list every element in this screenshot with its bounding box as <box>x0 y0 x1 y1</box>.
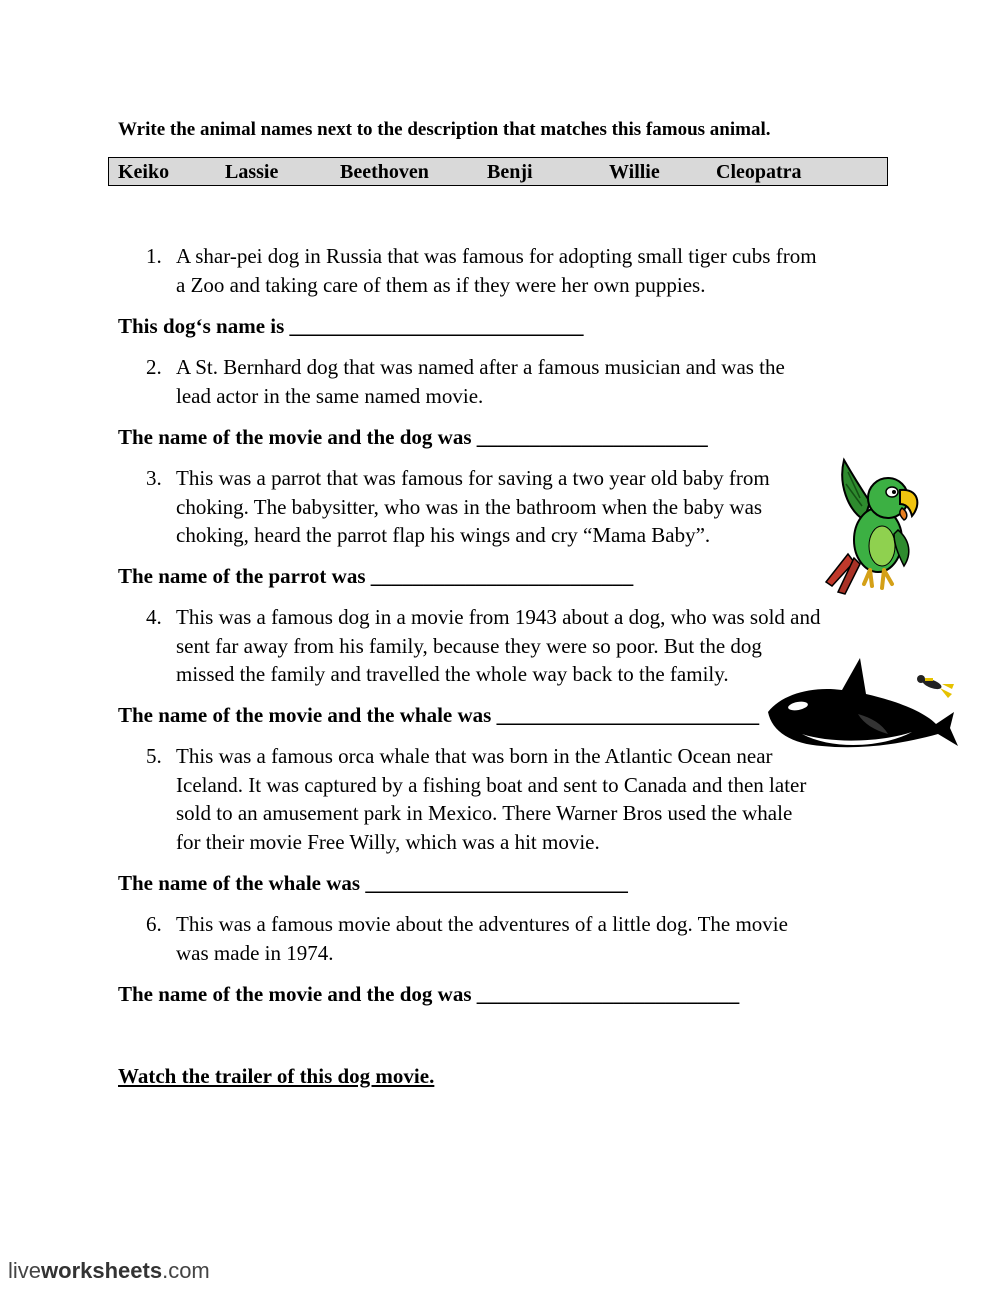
answer-blank[interactable]: ____________________________ <box>289 314 584 338</box>
answer-blank[interactable]: ______________________ <box>476 425 708 449</box>
name-bank-item: Beethoven <box>340 161 429 183</box>
answer-blank[interactable]: _________________________ <box>496 703 760 727</box>
question-line: missed the family and travelled the whole way back to the family. <box>176 662 729 686</box>
brand-bold-text: worksheets <box>41 1258 163 1283</box>
name-bank-item: Benji <box>487 161 533 183</box>
question-line: choking, heard the parrot flap his wings and cry “Mama Baby”. <box>176 523 711 547</box>
question-line: This was a famous dog in a movie from 1943 about a dog, who was sold and <box>176 605 821 629</box>
answer-line-4 <box>118 703 759 728</box>
question-line: sent far away from his family, because they were so poor. But the dog <box>176 633 762 658</box>
question-number: 6. <box>146 912 162 936</box>
question-line: for their movie Free Willy, which was a hit movie. <box>176 829 600 854</box>
question-line: This was a famous movie about the adventures of a little dog. The movie <box>176 912 788 936</box>
instruction-text: Write the animal names next to the description that matches this famous animal. <box>118 119 771 140</box>
question-line: This was a parrot that was famous for saving a two year old baby from <box>176 466 770 490</box>
name-bank <box>108 157 888 186</box>
question-line: This was a famous orca whale that was born in the Atlantic Ocean near <box>176 744 773 768</box>
name-bank-item: Cleopatra <box>716 161 802 183</box>
name-bank-item: Lassie <box>225 161 279 183</box>
orca-illustration <box>762 654 962 754</box>
question-line: lead actor in the same named movie. <box>176 383 484 408</box>
answer-prompt: The name of the parrot was <box>118 564 366 588</box>
answer-line-2 <box>118 425 708 450</box>
diver-icon <box>917 675 954 698</box>
trailer-link[interactable]: Watch the trailer of this dog movie. <box>118 1064 435 1088</box>
answer-prompt: The name of the movie and the dog was <box>118 982 472 1006</box>
question-number: 3. <box>146 466 162 490</box>
name-bank-item: Keiko <box>118 161 170 183</box>
answer-line-1 <box>118 314 584 339</box>
question-line: A shar-pei dog in Russia that was famous for adopting small tiger cubs from <box>176 244 817 268</box>
answer-line-6 <box>118 982 739 1007</box>
question-number: 2. <box>146 355 162 379</box>
question-line: A St. Bernhard dog that was named after a famous musician and was the <box>176 355 785 379</box>
answer-prompt: The name of the movie and the whale was <box>118 703 492 727</box>
question-line: a Zoo and taking care of them as if they were her own puppies. <box>176 272 706 297</box>
answer-blank[interactable]: _________________________ <box>365 871 628 895</box>
answer-prompt: The name of the movie and the dog was <box>118 425 472 449</box>
question-line: was made in 1974. <box>176 940 334 965</box>
answer-blank[interactable]: _________________________ <box>476 982 740 1006</box>
brand-light-text: live <box>8 1258 42 1283</box>
question-line: choking. The babysitter, who was in the bathroom when the baby was <box>176 494 763 519</box>
answer-prompt: This dog‘s name is <box>118 314 285 338</box>
parrot-illustration <box>818 454 930 600</box>
question-number: 4. <box>146 605 162 629</box>
question-number: 1. <box>146 244 162 268</box>
answer-blank[interactable]: _________________________ <box>370 564 634 588</box>
answer-prompt: The name of the whale was <box>118 871 361 895</box>
name-bank-item: Willie <box>609 161 660 183</box>
question-line: Iceland. It was captured by a fishing boat and sent to Canada and then later <box>176 772 807 797</box>
brand-suffix-text: .com <box>162 1258 210 1283</box>
question-number: 5. <box>146 744 162 768</box>
question-line: sold to an amusement park in Mexico. There Warner Bros used the whale <box>176 801 793 825</box>
answer-line-5 <box>118 871 628 896</box>
liveworksheets-logo <box>8 1258 210 1284</box>
answer-line-3 <box>118 564 633 589</box>
